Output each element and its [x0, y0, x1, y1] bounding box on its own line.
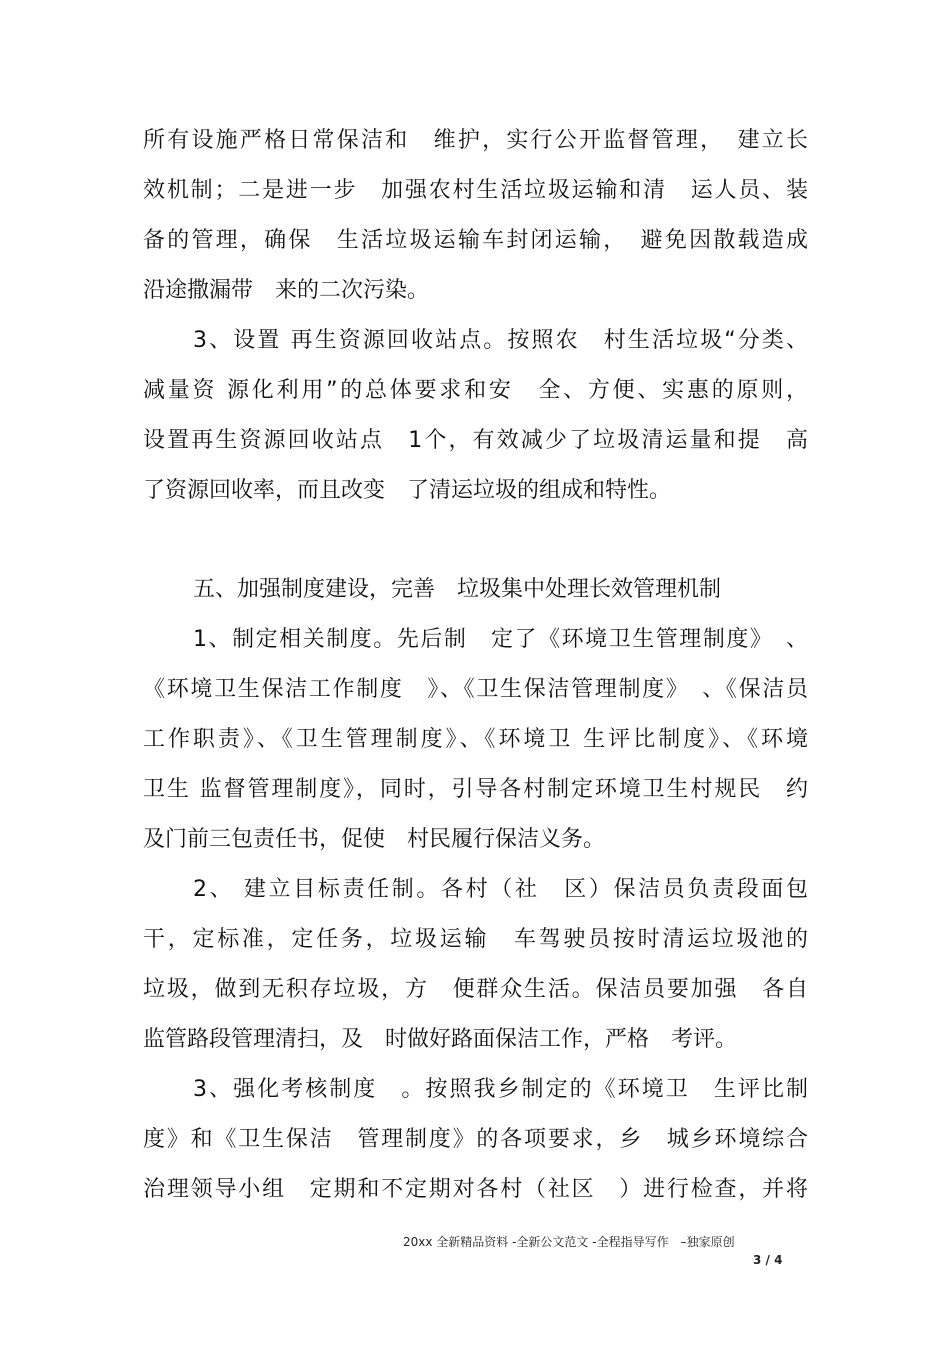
paragraph-line: 卫生 监督管理制度》，同时，引导各村制定环境卫生村规民 约 — [143, 777, 808, 802]
paragraph-line: 《环境卫生保洁工作制度 》、《卫生保洁管理制度》 、《保洁员 — [143, 677, 808, 702]
paragraph-line: 监管路段管理清扫，及 时做好路面保洁工作，严格 考评。 — [143, 1027, 738, 1052]
paragraph-line: 减量资 源化利用”的总体要求和安 全、方便、实惠的原则， — [143, 378, 808, 403]
paragraph-line: 垃圾，做到无积存垃圾，方 便群众生活。保洁员要加强 各自 — [143, 977, 808, 1002]
paragraph-line: 了资源回收率，而且改变 了清运垃圾的组成和特性。 — [143, 478, 672, 503]
paragraph-line: 备的管理，确保 生活垃圾运输车封闭运输， 避免因散载造成 — [143, 228, 808, 253]
paragraph-line: 治理领导小组 定期和不定期对各村（社区 ）进行检查，并将 — [143, 1177, 808, 1202]
paragraph-line: 1、制定相关制度。先后制 定了《环境卫生管理制度》 、 — [193, 627, 808, 652]
paragraph-line: 设置再生资源回收站点 1个，有效减少了垃圾清运量和提 高 — [143, 428, 808, 453]
page-footer: 20xx 全新精品资料 -全新公文范文 -全程指导写作 –独家原创 — [403, 1235, 735, 1249]
paragraph-line: 工作职责》、《卫生管理制度》、《环境卫 生评比制度》、《环境 — [143, 727, 808, 752]
paragraph-line: 干，定标准，定任务，垃圾运输 车驾驶员按时清运垃圾池的 — [143, 927, 808, 952]
page-number: 3 / 4 — [753, 1253, 783, 1267]
paragraph-line: 3、强化考核制度 。按照我乡制定的《环境卫 生评比制 — [193, 1077, 808, 1102]
paragraph-line: 度》和《卫生保洁 管理制度》的各项要求，乡 城乡环境综合 — [143, 1127, 808, 1152]
paragraph-line: 所有设施严格日常保洁和 维护，实行公开监督管理， 建立长 — [143, 128, 808, 153]
paragraph-line: 沿途撒漏带 来的二次污染。 — [143, 278, 430, 303]
paragraph-line: 及门前三包责任书，促使 村民履行保洁义务。 — [143, 827, 606, 852]
paragraph-line: 效机制；二是进一步 加强农村生活垃圾运输和清 运人员、装 — [143, 178, 808, 203]
section-heading: 五、加强制度建设，完善 垃圾集中处理长效管理机制 — [193, 577, 722, 602]
paragraph-line: 3、设置 再生资源回收站点。按照农 村生活垃圾“分类、 — [193, 328, 808, 353]
paragraph-line: 2、 建立目标责任制。各村（社 区）保洁员负责段面包 — [193, 877, 808, 902]
